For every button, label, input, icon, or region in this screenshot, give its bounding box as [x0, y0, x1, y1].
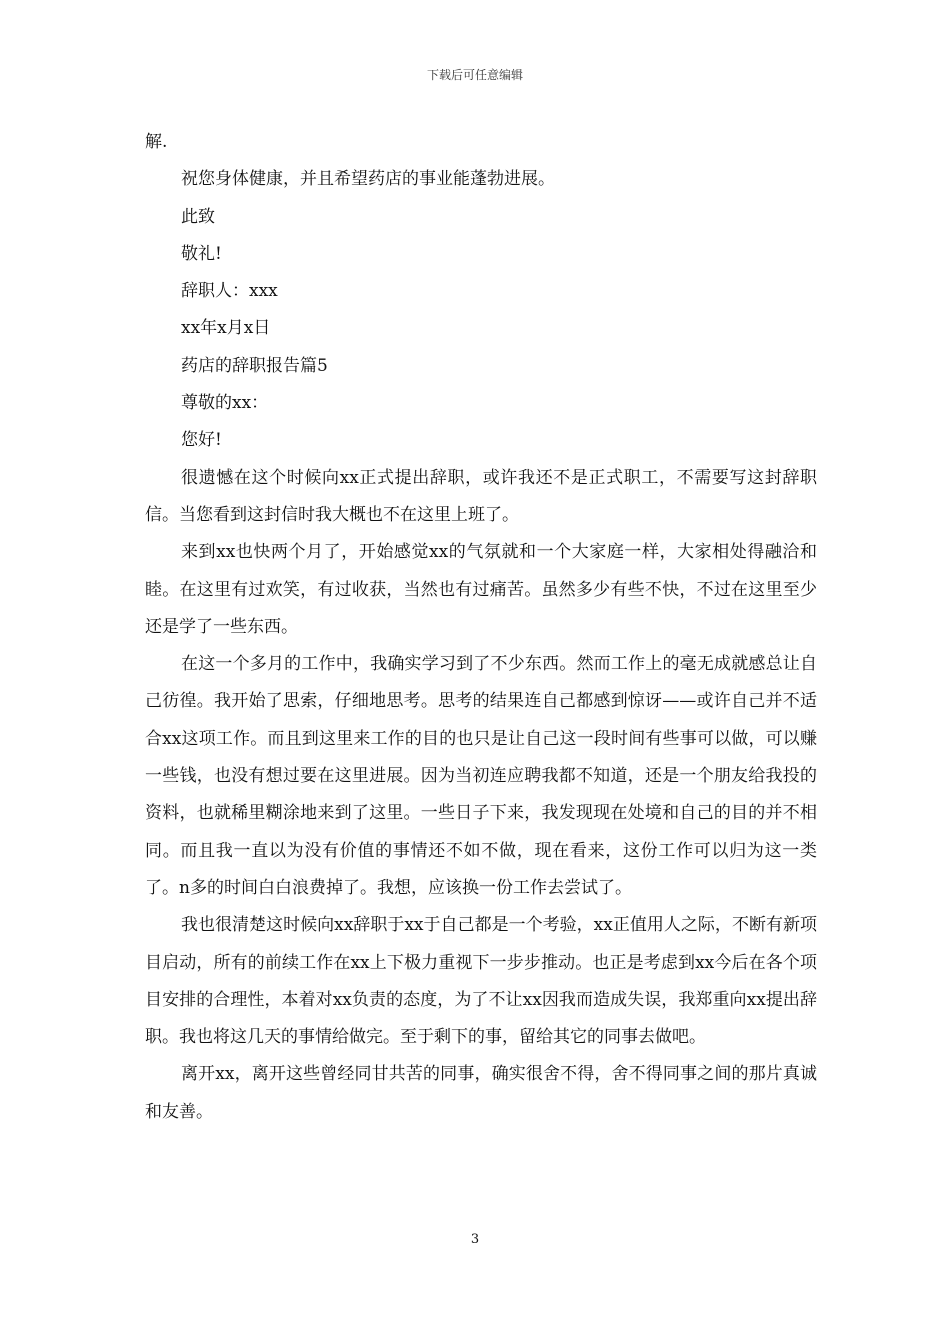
wishes-line: 祝您身体健康，并且希望药店的事业能蓬勃进展。	[181, 169, 555, 190]
closing-fragment: 解.	[145, 132, 168, 152]
paragraph: 在这一个多月的工作中，我确实学习到了不少东西。然而工作上的毫无成就感总让自己彷徨。我开始了思索，仔细地思考。思考的结果连自己都感到惊讶——或许自己并不适合xx这项工作。而且到这里来工作的目的也只是让自己这一段时间有些事可以做，可以赚一些钱，也没有想过要在这里进展。因为当初连应聘我都不知道，还是一个朋友给我投的资料，也就稀里糊涂地来到了这里。一些日子下来，我发现现在处境和自己的目的并不相同。而且我一直以为没有价值的事情还不如不做，现在看来，这份工作可以归为这一类了。n多的时间白白浪费掉了。我想，应该换一份工作去尝试了。	[145, 654, 817, 898]
salutation-close-2: 敬礼!	[181, 243, 222, 264]
signature-line: 辞职人：xxx	[181, 281, 278, 302]
paragraph: 来到xx也快两个月了，开始感觉xx的气氛就和一个大家庭一样，大家相处得融洽和睦。在这里有过欢笑，有过收获，当然也有过痛苦。虽然多少有些不快，不过在这里至少还是学了一些东西。	[145, 542, 817, 637]
paragraph: 离开xx，离开这些曾经同甘共苦的同事，确实很舍不得，舍不得同事之间的那片真诚和友善。	[145, 1064, 817, 1122]
paragraph: 很遗憾在这个时候向xx正式提出辞职，或许我还不是正式职工，不需要写这封辞职信。当您看到这封信时我大概也不在这里上班了。	[145, 467, 817, 525]
addressee-line: 尊敬的xx：	[181, 393, 269, 414]
paragraph: 我也很清楚这时候向xx辞职于xx于自己都是一个考验，xx正值用人之际，不断有新项目启动，所有的前续工作在xx上下极力重视下一步步推动。也正是考虑到xx今后在各个项目安排的合理性，本着对xx负责的态度，为了不让xx因我而造成失误，我郑重向xx提出辞职。我也将这几天的事情给做完。至于剩下的事，留给其它的同事去做吧。	[145, 915, 817, 1048]
page-header: 下载后可任意编辑	[426, 68, 523, 82]
section-title: 药店的辞职报告篇5	[181, 355, 328, 376]
date-line: xx年x月x日	[181, 318, 271, 339]
page-number: 3	[470, 1232, 480, 1247]
document-body	[145, 124, 817, 1131]
salutation-close-1: 此致	[181, 206, 215, 227]
greeting-line: 您好!	[181, 430, 222, 451]
